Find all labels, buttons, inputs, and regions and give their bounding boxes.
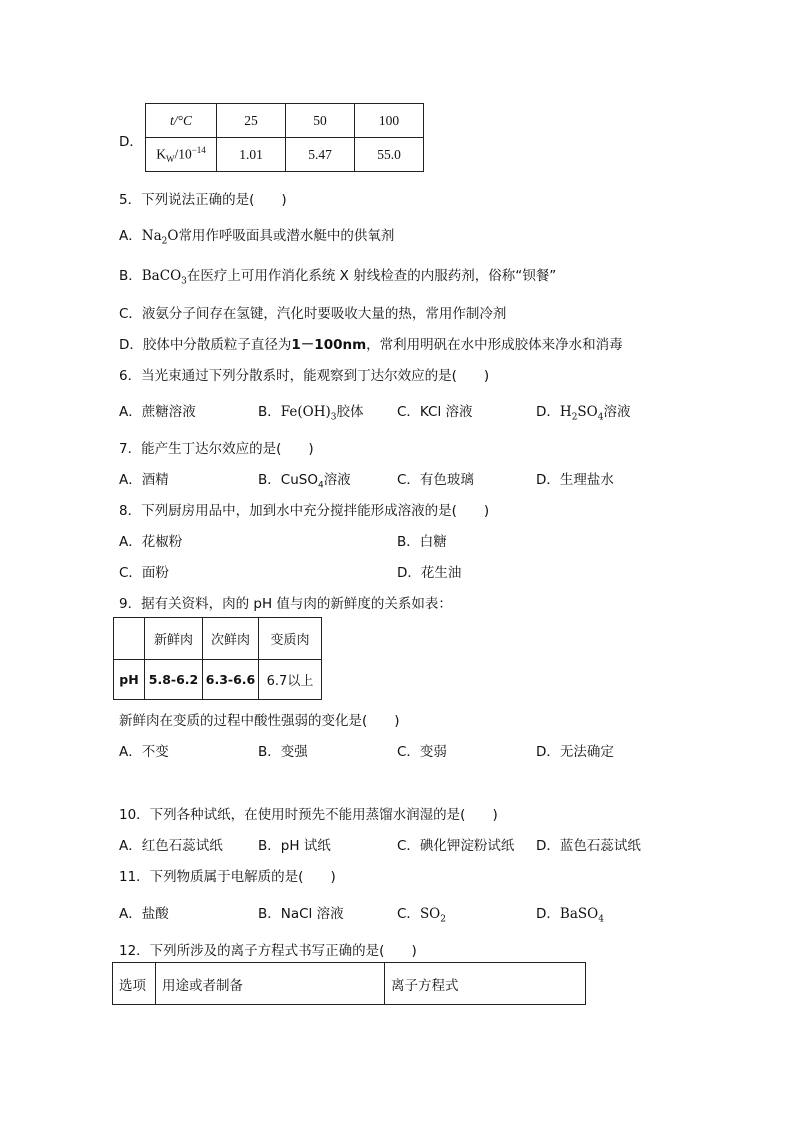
- q9-option-c: C．变弱: [397, 744, 447, 760]
- q9-table-cell: pH: [114, 660, 145, 700]
- q4-table-cell: t/°C: [146, 104, 217, 138]
- q10-option-a: A．红色石蕊试纸: [119, 838, 223, 854]
- q12-table: [112, 962, 586, 1005]
- q7-stem: 7．能产生丁达尔效应的是( ): [119, 441, 314, 457]
- q7-option-c: C．有色玻璃: [397, 472, 474, 488]
- q9-table-cell: 次鲜肉: [203, 618, 259, 660]
- q9-table-cell: [114, 618, 145, 660]
- q7-option-d: D．生理盐水: [536, 472, 614, 488]
- q5-option-a: A．$Na_2O$常用作呼吸面具或潜水艇中的供氧剂: [119, 228, 395, 247]
- q11-stem: 11．下列物质属于电解质的是( ): [119, 869, 336, 885]
- q4-table-cell: 50: [286, 104, 355, 138]
- q8-stem: 8．下列厨房用品中，加到水中充分搅拌能形成溶液的是( ): [119, 503, 490, 519]
- q11-option-a: A．盐酸: [119, 906, 169, 922]
- q4-table-cell: 25: [217, 104, 286, 138]
- q4-table-cell: 100: [355, 104, 424, 138]
- q4-table-kw-cell: $K_W/10^{-14}$: [146, 138, 217, 172]
- q11-option-c: C．$SO_2$: [397, 906, 446, 925]
- q10-option-c: C．碘化钾淀粉试纸: [397, 838, 515, 854]
- q6-option-c: C．KCl 溶液: [397, 404, 473, 420]
- q9-question: 新鲜肉在变质的过程中酸性强弱的变化是( ): [119, 713, 400, 729]
- q12-table-header-cell: 选项: [113, 963, 156, 1005]
- q11-option-b: B．NaCl 溶液: [258, 906, 344, 922]
- q10-stem: 10．下列各种试纸，在使用时预先不能用蒸馏水润湿的是( ): [119, 807, 498, 823]
- q9-table-cell: 6.3-6.6: [203, 660, 259, 700]
- q9-option-d: D．无法确定: [536, 744, 614, 760]
- q9-option-a: A．不变: [119, 744, 169, 760]
- q4-table-cell: 1.01: [217, 138, 286, 172]
- q12-table-header-cell: 离子方程式: [385, 963, 586, 1005]
- q5-stem: 5．下列说法正确的是( ): [119, 192, 287, 208]
- q9-option-b: B．变强: [258, 744, 308, 760]
- q5-option-c: C．液氨分子间存在氢键，汽化时要吸收大量的热，常用作制冷剂: [119, 306, 507, 322]
- q8-option-c: C．面粉: [119, 565, 169, 581]
- q7-option-a: A．酒精: [119, 472, 169, 488]
- q9-ph-table: [113, 617, 322, 700]
- q10-option-d: D．蓝色石蕊试纸: [536, 838, 641, 854]
- q5-option-d: D．胶体中分散质粒子直径为1－100nm，常利用明矾在水中形成胶体来净水和消毒: [119, 337, 623, 353]
- q4-table-cell: 5.47: [286, 138, 355, 172]
- q9-table-cell: 新鲜肉: [145, 618, 203, 660]
- q4-table-cell: 55.0: [355, 138, 424, 172]
- q9-table-cell: 5.8-6.2: [145, 660, 203, 700]
- q9-table-cell: 6.7以上: [259, 660, 322, 700]
- q6-option-a: A．蔗糖溶液: [119, 404, 196, 420]
- q12-stem: 12．下列所涉及的离子方程式书写正确的是( ): [119, 943, 417, 959]
- q11-option-d: D．BaSO$_4$: [536, 906, 604, 925]
- q7-option-b: B．CuSO$_4$溶液: [258, 472, 351, 491]
- q6-stem: 6．当光束通过下列分散系时，能观察到丁达尔效应的是( ): [119, 368, 490, 384]
- q6-option-d: D．$H_2SO_4$溶液: [536, 404, 631, 423]
- q4-kw-table: [145, 103, 424, 172]
- q6-option-b: B．$Fe(OH)_3$胶体: [258, 404, 364, 423]
- q9-stem: 9．据有关资料，肉的 pH 值与肉的新鲜度的关系如表：: [119, 596, 452, 612]
- q4-option-label: D．: [119, 134, 143, 150]
- q5-option-b: B．BaCO$_3$在医疗上可用作消化系统 X 射线检查的内服药剂，俗称“钡餐”: [119, 268, 557, 287]
- q8-option-a: A．花椒粉: [119, 534, 183, 550]
- q8-option-b: B．白糖: [397, 534, 447, 550]
- q12-table-header-cell: 用途或者制备: [156, 963, 385, 1005]
- q9-table-cell: 变质肉: [259, 618, 322, 660]
- q10-option-b: B．pH 试纸: [258, 838, 331, 854]
- q8-option-d: D．花生油: [397, 565, 462, 581]
